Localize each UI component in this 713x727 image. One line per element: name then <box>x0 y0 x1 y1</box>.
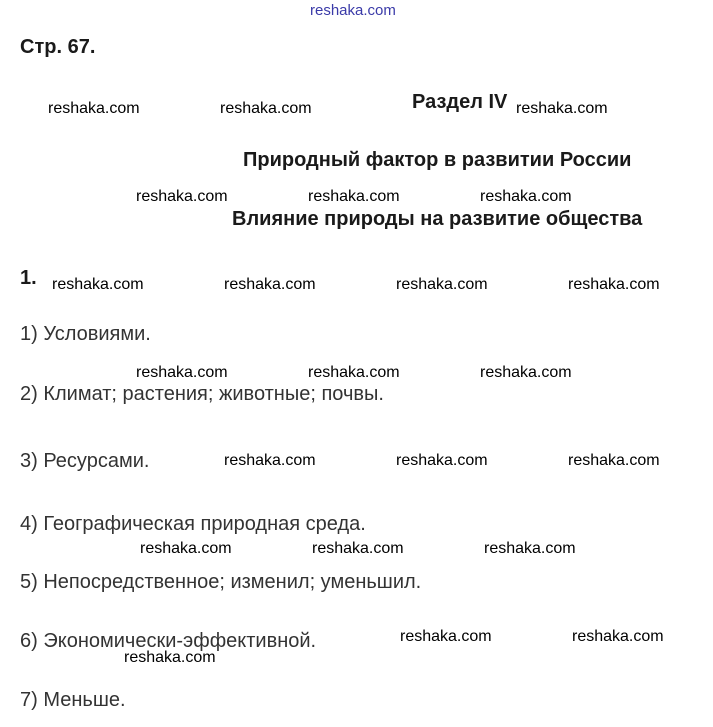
watermark: reshaka.com <box>396 276 488 293</box>
topic-heading: Влияние природы на развитие общества <box>232 208 643 230</box>
watermark: reshaka.com <box>396 452 488 469</box>
watermark: reshaka.com <box>136 188 228 205</box>
watermark: reshaka.com <box>400 628 492 645</box>
answer-item: 7) Меньше. <box>20 689 126 711</box>
watermark: reshaka.com <box>140 540 232 557</box>
answer-item: 2) Климат; растения; животные; почвы. <box>20 383 384 405</box>
watermark: reshaka.com <box>308 364 400 381</box>
watermark: reshaka.com <box>480 188 572 205</box>
watermark: reshaka.com <box>516 100 608 117</box>
watermark: reshaka.com <box>568 452 660 469</box>
chapter-heading: Природный фактор в развитии России <box>243 149 632 171</box>
answer-item: 1) Условиями. <box>20 323 151 345</box>
watermark: reshaka.com <box>52 276 144 293</box>
watermark: reshaka.com <box>308 188 400 205</box>
page-reference: Стр. 67. <box>20 36 96 58</box>
answer-item: 3) Ресурсами. <box>20 450 150 472</box>
watermark: reshaka.com <box>572 628 664 645</box>
watermark: reshaka.com <box>224 276 316 293</box>
top-watermark: reshaka.com <box>310 2 396 19</box>
watermark: reshaka.com <box>484 540 576 557</box>
answer-item: 6) Экономически-эффективной. <box>20 630 317 652</box>
section-title: Раздел IV <box>412 91 508 113</box>
watermark: reshaka.com <box>568 276 660 293</box>
answer-item: 4) Географическая природная среда. <box>20 513 366 535</box>
watermark: reshaka.com <box>312 540 404 557</box>
watermark: reshaka.com <box>480 364 572 381</box>
watermark: reshaka.com <box>48 100 140 117</box>
watermark: reshaka.com <box>124 649 216 666</box>
task-number: 1. <box>20 267 37 289</box>
watermark: reshaka.com <box>224 452 316 469</box>
answer-item: 5) Непосредственное; изменил; уменьшил. <box>20 571 422 593</box>
watermark: reshaka.com <box>136 364 228 381</box>
watermark: reshaka.com <box>220 100 312 117</box>
